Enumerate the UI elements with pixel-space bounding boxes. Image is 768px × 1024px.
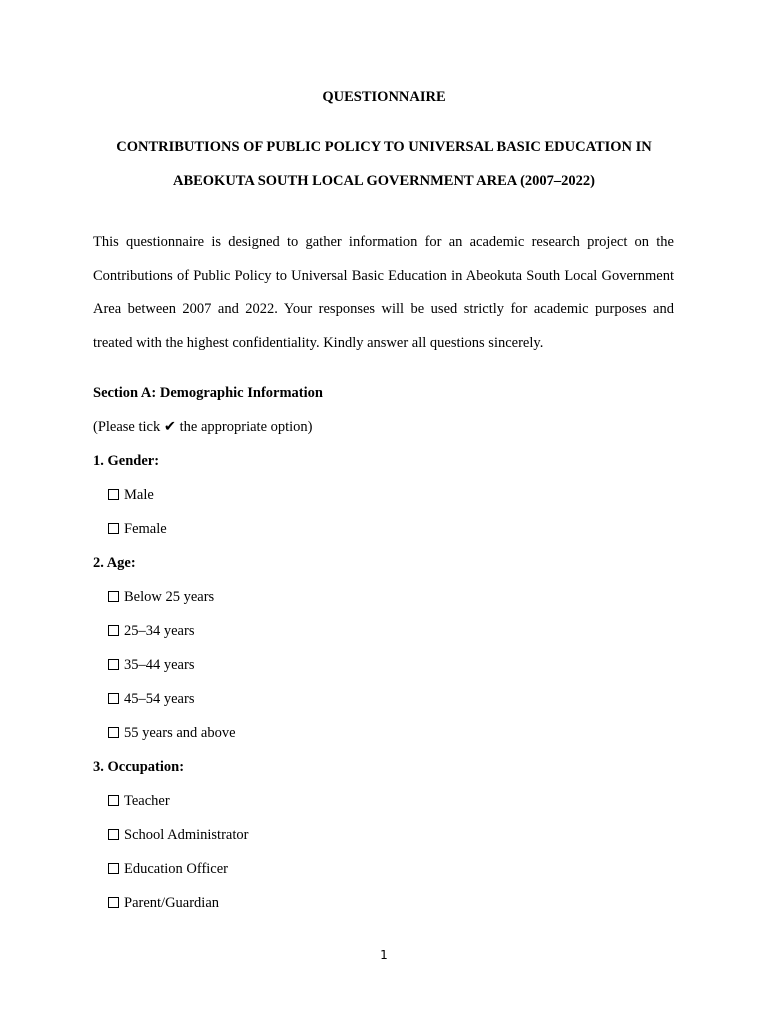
- option-label: 25–34 years: [124, 623, 195, 639]
- checkbox-icon[interactable]: [108, 625, 119, 636]
- option-age-55-above[interactable]: [108, 724, 236, 742]
- checkbox-icon[interactable]: [108, 897, 119, 908]
- checkbox-icon[interactable]: [108, 523, 119, 534]
- checkbox-icon[interactable]: [108, 829, 119, 840]
- option-occupation-school-administrator[interactable]: [108, 826, 248, 844]
- option-label: School Administrator: [124, 827, 249, 843]
- checkbox-icon[interactable]: [108, 693, 119, 704]
- intro-paragraph: This questionnaire is designed to gather information for an academic research project on the Contributions of Public Policy to Universal Basic Education in Abeokuta South Local Government Area between 2007 and 2022. Your responses will be used strictly for academic purposes and treated with the highest confidentiality. Kindly answer all questions sincerely.: [93, 234, 674, 351]
- questionnaire-label: QUESTIONNAIRE: [322, 89, 446, 105]
- option-age-45-54[interactable]: [108, 690, 194, 708]
- title-line-1: CONTRIBUTIONS OF PUBLIC POLICY TO UNIVERSAL BASIC EDUCATION IN: [116, 139, 652, 155]
- option-age-25-34[interactable]: [108, 622, 194, 640]
- option-age-35-44[interactable]: [108, 656, 194, 674]
- option-label: Education Officer: [124, 861, 229, 877]
- option-label: Parent/Guardian: [124, 895, 220, 911]
- checkbox-icon[interactable]: [108, 863, 119, 874]
- checkbox-icon[interactable]: [108, 727, 119, 738]
- checkbox-icon[interactable]: [108, 659, 119, 670]
- option-gender-male[interactable]: [108, 486, 154, 504]
- question-occupation-label: 3. Occupation:: [93, 759, 185, 775]
- title-line-2: ABEOKUTA SOUTH LOCAL GOVERNMENT AREA (2007–2022): [172, 173, 596, 189]
- option-occupation-education-officer[interactable]: [108, 860, 228, 878]
- option-label: Teacher: [124, 793, 170, 809]
- option-occupation-teacher[interactable]: [108, 792, 170, 810]
- option-label: 45–54 years: [124, 691, 195, 707]
- option-age-below-25[interactable]: [108, 588, 214, 606]
- checkbox-icon[interactable]: [108, 489, 119, 500]
- checkbox-icon[interactable]: [108, 795, 119, 806]
- option-gender-female[interactable]: [108, 520, 167, 538]
- page-number: 1: [380, 948, 388, 962]
- checkbox-icon[interactable]: [108, 591, 119, 602]
- option-occupation-parent-guardian[interactable]: [108, 894, 219, 912]
- option-label: Male: [124, 487, 154, 503]
- option-label: 55 years and above: [124, 725, 236, 741]
- section-a-heading: Section A: Demographic Information: [93, 385, 323, 401]
- question-age-label: 2. Age:: [93, 555, 136, 571]
- question-gender-label: 1. Gender:: [93, 453, 160, 469]
- option-label: Female: [124, 521, 167, 537]
- option-label: 35–44 years: [124, 657, 195, 673]
- option-label: Below 25 years: [124, 589, 215, 605]
- tick-instruction: (Please tick ✔ the appropriate option): [93, 419, 313, 435]
